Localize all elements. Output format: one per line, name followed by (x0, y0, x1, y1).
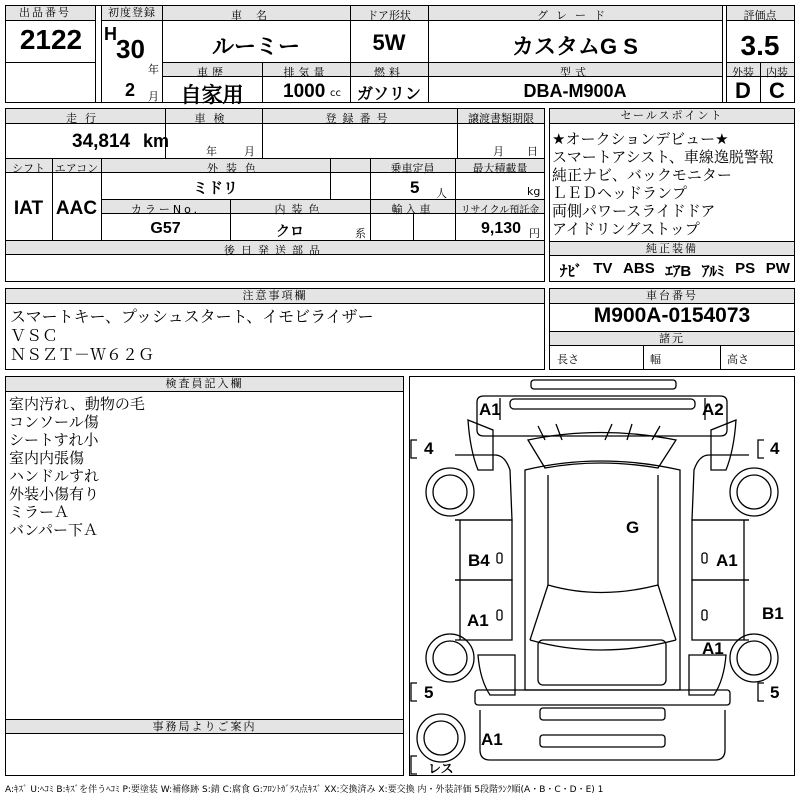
exterior-color-label: 外装色 (207, 162, 264, 175)
inspector-line: 室内内張傷 (9, 449, 85, 467)
displacement: 1000 (283, 81, 326, 102)
first-reg-month: 2 (125, 80, 136, 100)
inspection-year-unit: 年 (206, 145, 217, 158)
mark-right-quarter: A1 (702, 639, 724, 658)
chassis-label: 車台番号 (550, 289, 794, 304)
sales-points-list (552, 130, 774, 238)
mark-left-rear-door: A1 (467, 611, 489, 630)
length-label: 長さ (557, 353, 579, 366)
equipment-label: 純正装備 (550, 241, 794, 256)
max-load-label: 最大積載量 (472, 162, 528, 175)
exterior-label: 外装 (732, 66, 754, 79)
equipment-item: TV (593, 260, 613, 277)
inspection-month-unit: 月 (244, 145, 255, 158)
car-diagram (409, 376, 795, 776)
recycle-deposit: 9,130 (481, 220, 522, 237)
notes-label: 注意事項欄 (6, 289, 544, 304)
displacement-unit: cc (330, 88, 341, 99)
transfer-day-unit: 日 (527, 145, 538, 158)
year-unit: 年 (148, 63, 159, 76)
equipment-item: ABS (623, 260, 655, 277)
sales-point-line: ＬＥＤヘッドランプ (552, 184, 688, 202)
model: DBA-M900A (523, 81, 627, 101)
door: 5W (372, 30, 406, 55)
shift: IAT (13, 198, 44, 219)
equipment-item: ﾅﾋﾞ (560, 263, 583, 280)
note-line: ＮＳＺＴ－Ｗ６２Ｇ (10, 345, 155, 364)
mileage-label: 走行 (66, 112, 104, 125)
era: H (104, 24, 117, 44)
car-name-label: 車名 (231, 9, 281, 22)
inspector-line: ミラーＡ (9, 503, 70, 521)
width-label: 幅 (650, 353, 661, 366)
sales-point-line: ★オークションデビュー★ (552, 130, 729, 148)
interior-score: C (769, 78, 785, 103)
grade: カスタムG S (512, 34, 638, 59)
inspector-line: 室内汚れ、動物の毛 (9, 395, 145, 413)
displacement-label: 排気量 (283, 66, 329, 79)
car-name: ルーミー (211, 34, 300, 59)
mark-right-rear: B1 (762, 604, 784, 623)
mark-tire-rear-left: 5 (424, 683, 434, 702)
grade-label: グレード (537, 9, 613, 22)
ac: AAC (55, 198, 98, 219)
history-label: 車歴 (197, 66, 227, 79)
inspector-line: 外装小傷有り (9, 485, 100, 503)
later-parts-label: 後日発送部品 (224, 244, 326, 257)
sales-point-line: 純正ナビ、バックモニター (552, 166, 732, 184)
inspector-line: ハンドルすれ (9, 467, 100, 485)
history: 自家用 (180, 84, 244, 107)
first-reg-label: 初度登録 (108, 6, 156, 19)
capacity-unit: 人 (436, 187, 447, 200)
score-label: 評価点 (743, 9, 777, 22)
lot-no-label: 出品番号 (19, 6, 71, 19)
inspection-label: 車検 (194, 112, 233, 125)
capacity-label: 乗車定員 (390, 162, 435, 175)
equipment-list (552, 260, 794, 281)
chassis-number: M900A-0154073 (593, 304, 751, 327)
recycle-unit: 円 (529, 227, 540, 240)
specs-label: 諸元 (550, 331, 794, 346)
interior-color-unit: 系 (355, 227, 366, 240)
shift-label: シフト (12, 162, 45, 175)
interior-color: クロ (276, 223, 304, 239)
color-no: G57 (150, 220, 181, 237)
note-line: ＶＳＣ (10, 326, 59, 345)
color-no-label: カラーNo. (130, 203, 201, 216)
mileage: 34,814 (72, 131, 131, 152)
fuel: ガソリン (356, 86, 421, 103)
mark-roof: G (626, 518, 640, 537)
capacity: 5 (410, 178, 420, 197)
inspector-label: 検査員記入欄 (6, 377, 403, 392)
mark-front-right: A2 (702, 400, 724, 419)
fuel-label: 燃料 (374, 66, 404, 79)
exterior-color: ミドリ (192, 180, 238, 197)
equipment-item: ｱﾙﾐ (701, 263, 725, 280)
max-load-unit: kg (527, 185, 541, 198)
notes-list (10, 307, 374, 364)
equipment-item: ｴｱB (665, 263, 692, 280)
transfer-deadline-label: 譲渡書類期限 (468, 112, 534, 125)
sales-point-line: スマートアシスト、車線逸脱警報 (552, 148, 774, 166)
door-label: ドア形状 (367, 9, 411, 22)
first-reg-year: 30 (116, 34, 145, 64)
model-label: 型式 (560, 66, 590, 79)
legend: A:ｷｽﾞ U:ﾍｺﾐ B:ｷｽﾞを伴うﾍｺﾐ P:要塗装 W:補修跡 S:錆 C:腐食 G:ﾌﾛﾝﾄｶﾞﾗｽ点ｷｽﾞ XX:交換済み X:要交換 内・外装評価 5段階ﾗﾝｸ順(A・B・C・D・E) 1 (5, 785, 604, 795)
score: 3.5 (740, 30, 780, 61)
lot-no: 2122 (19, 24, 83, 55)
inspector-line: バンパー下Ａ (9, 521, 98, 539)
mark-front-left: A1 (479, 400, 501, 419)
ac-label: エアコン (54, 162, 99, 175)
recycle-label: リサイクル預託金 (460, 205, 540, 216)
mark-spare-tire: レス (428, 762, 454, 777)
interior-label: 内装 (766, 66, 788, 79)
transfer-month-unit: 月 (493, 145, 504, 158)
registration-no-label: 登録番号 (325, 112, 394, 125)
mark-right-front-door: A1 (716, 551, 738, 570)
sales-point-line: 両側パワースライドドア (552, 202, 716, 220)
mark-tire-front-left: 4 (424, 439, 434, 458)
month-unit: 月 (148, 90, 159, 103)
mark-left-front-door: B4 (468, 551, 490, 570)
note-line: スマートキー、プッシュスタート、イモビライザー (10, 307, 374, 326)
interior-color-label: 内装色 (274, 203, 326, 216)
inspector-list (9, 395, 145, 539)
sales-point-line: アイドリングストップ (552, 220, 700, 238)
mark-rear: A1 (481, 730, 503, 749)
inspector-line: シートすれ小 (9, 431, 99, 449)
equipment-item: PW (765, 260, 790, 277)
mark-tire-front-right: 4 (770, 439, 780, 458)
inspector-line: コンソール傷 (9, 413, 99, 431)
import-label: 輸入車 (391, 203, 434, 216)
mileage-unit: km (143, 131, 170, 151)
office-notice-label: 事務局よりご案内 (6, 719, 403, 734)
mark-tire-rear-right: 5 (770, 683, 780, 702)
sales-points-label: セールスポイント (550, 109, 794, 124)
exterior-score: D (735, 78, 751, 103)
height-label: 高さ (727, 353, 749, 366)
equipment-item: PS (735, 260, 756, 277)
